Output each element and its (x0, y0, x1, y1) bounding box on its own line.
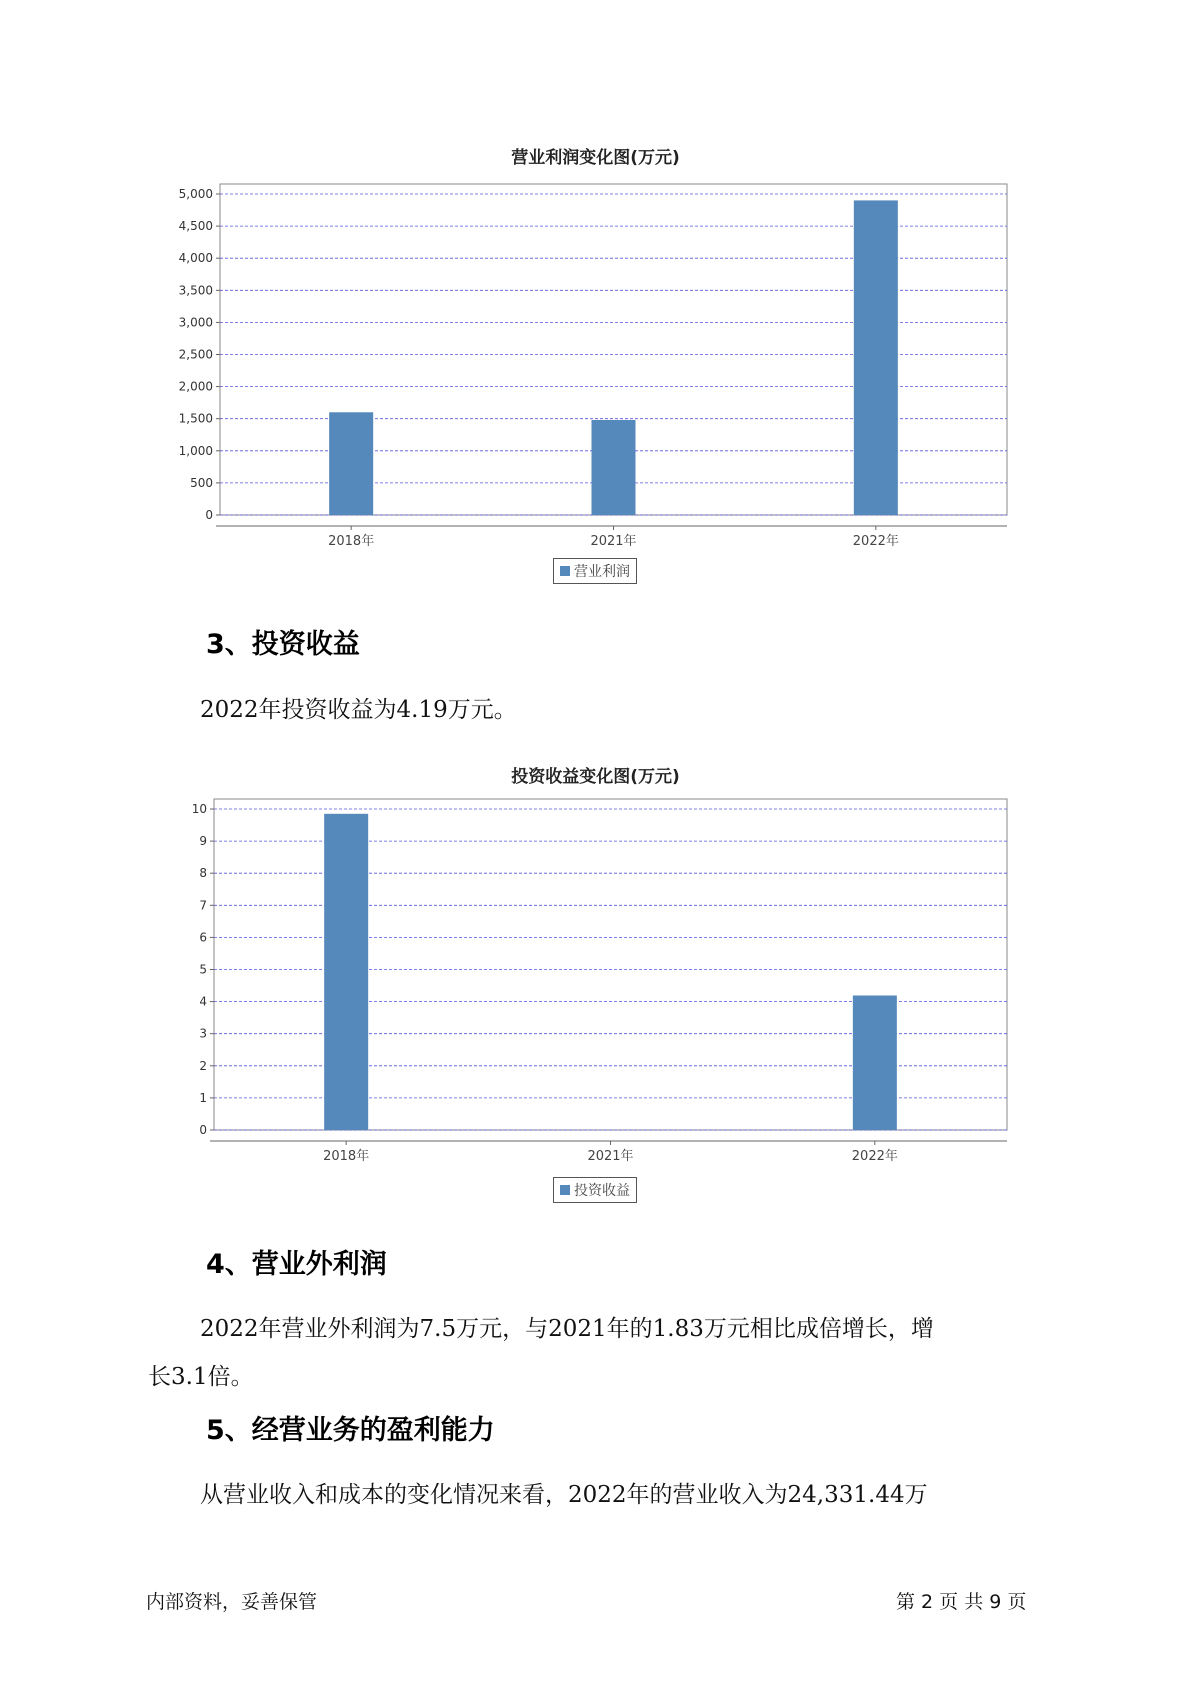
chart2-bar-2018年 (324, 814, 368, 1130)
chart1-ytick-label: 3,000 (178, 315, 213, 330)
chart1-svg (0, 180, 1191, 549)
chart1-xtick-label: 2021年 (590, 534, 637, 549)
chart2-legend-label: 投资收益 (574, 1183, 630, 1199)
chart1-xtick-label: 2018年 (328, 534, 375, 549)
footer-left: 内部资料，妥善保管 (146, 1591, 318, 1613)
chart2-ytick-label: 4 (199, 994, 207, 1009)
chart2-ytick-label: 8 (199, 866, 207, 881)
chart1-title: 营业利润变化图(万元) (511, 148, 680, 168)
chart1-ytick-label: 5,000 (178, 187, 213, 201)
chart1 (0, 180, 1191, 549)
chart1-ytick-label: 4,500 (178, 219, 213, 234)
chart1-bar-2022年 (854, 200, 898, 515)
section5-text: 从营业收入和成本的变化情况来看，2022年的营业收入为24,331.44万 (200, 1482, 928, 1508)
chart1-bar-2018年 (329, 412, 373, 515)
chart2 (0, 800, 1191, 1164)
chart1-ytick-label: 2,000 (178, 379, 213, 394)
chart1-bar-2021年 (592, 420, 636, 515)
section4-text-line1: 2022年营业外利润为7.5万元，与2021年的1.83万元相比成倍增长，增 (200, 1316, 934, 1342)
chart2-ytick-label: 6 (199, 930, 207, 945)
chart1-legend-label: 营业利润 (574, 564, 630, 580)
chart2-bar-2022年 (853, 996, 897, 1130)
chart2-xtick-label: 2021年 (587, 1149, 634, 1164)
chart1-ytick-label: 500 (190, 475, 213, 490)
chart2-xtick-label: 2018年 (323, 1149, 370, 1164)
chart2-ytick-label: 1 (199, 1090, 207, 1105)
chart2-ytick-label: 3 (199, 1026, 207, 1041)
section4-text-line2: 长3.1倍。 (148, 1364, 254, 1390)
chart2-ytick-label: 9 (199, 834, 207, 849)
chart2-ytick-label: 2 (199, 1058, 207, 1073)
chart2-legend (553, 1177, 637, 1203)
section5-heading: 5、经营业务的盈利能力 (206, 1415, 495, 1446)
chart1-ytick-label: 4,000 (178, 251, 213, 266)
chart2-xtick-label: 2022年 (851, 1149, 898, 1164)
legend-swatch (560, 566, 570, 576)
chart2-ytick-label: 10 (191, 802, 207, 816)
chart1-xtick-label: 2022年 (852, 534, 899, 549)
chart2-ytick-label: 7 (199, 898, 207, 913)
chart1-ytick-label: 1,500 (178, 411, 213, 426)
chart1-ytick-label: 1,000 (178, 443, 213, 458)
section3-text: 2022年投资收益为4.19万元。 (200, 697, 517, 723)
chart2-ytick-label: 5 (199, 962, 207, 977)
legend-swatch (560, 1185, 570, 1195)
footer-page-number: 第 2 页 共 9 页 (896, 1591, 1027, 1613)
chart1-ytick-label: 3,500 (178, 283, 213, 298)
chart2-ytick-label: 0 (199, 1123, 207, 1137)
chart1-ytick-label: 2,500 (178, 347, 213, 362)
chart1-legend (553, 558, 637, 584)
chart2-svg (0, 800, 1191, 1164)
chart2-title: 投资收益变化图(万元) (511, 767, 680, 787)
chart1-ytick-label: 0 (205, 508, 213, 522)
section3-heading: 3、投资收益 (206, 629, 360, 660)
section4-heading: 4、营业外利润 (206, 1249, 387, 1280)
